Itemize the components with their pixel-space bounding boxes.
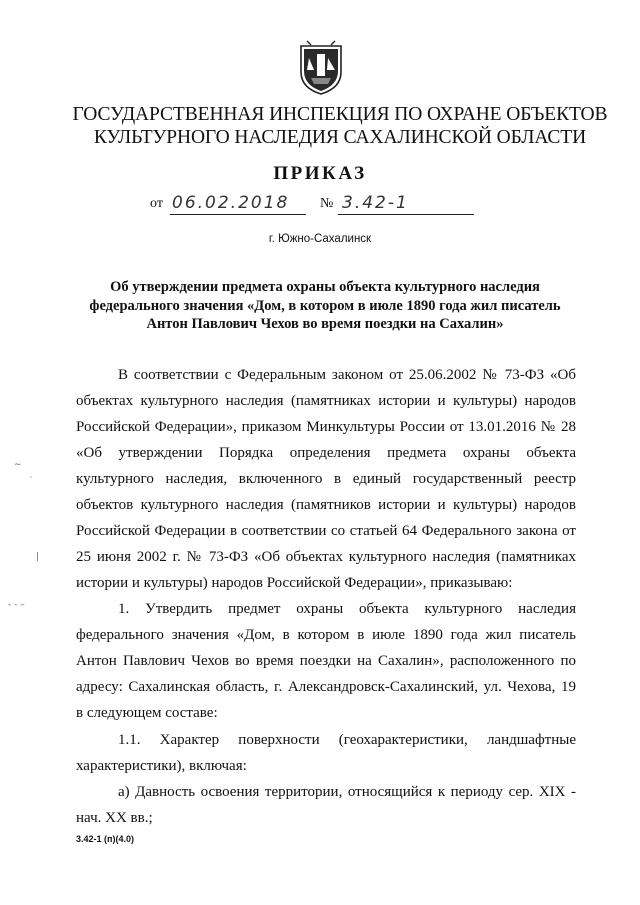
body-line: а) Давность освоения территории, относящийся к периоду сер. XIX - — [118, 784, 576, 800]
subject-line1: Об утверждении предмета охраны объекта культурного наследия — [110, 279, 540, 295]
document-code: 3.42-1 (п)(4.0) — [76, 834, 134, 844]
date-underline — [170, 214, 306, 215]
number-value: 3.42-1 — [342, 193, 409, 213]
body-line: Российской Федерации», приказом Минкультуры России от 13.01.2016 № 28 — [76, 419, 576, 435]
body-line: 1. Утвердить предмет охраны объекта культурного наследия — [118, 601, 576, 617]
scan-artifact: ∼ — [14, 460, 22, 470]
body-line: федерального значения «Дом, в котором в июле 1890 года жил писатель — [76, 627, 576, 643]
scan-artifact: - - – — [8, 600, 25, 610]
body-line: 25 июня 2002 г. № 73-ФЗ «Об объектах культурного наследия (памятниках — [76, 549, 576, 565]
scan-artifact: | — [36, 552, 40, 562]
body-line: Антон Павлович Чехов во время поездки на Сахалин», расположенного по — [76, 653, 576, 669]
subject-line3: Антон Павлович Чехов во время поездки на Сахалин» — [146, 316, 504, 332]
city: г. Южно-Сахалинск — [268, 233, 372, 245]
body-line: «Об утверждении Порядка определения предмета охраны объекта — [76, 445, 576, 461]
number-prefix: № — [320, 196, 334, 211]
body-line: нач. XX вв.; — [76, 810, 153, 826]
body-line: Российской Федерации в соответствии со статьей 64 Федерального закона от — [76, 523, 576, 539]
body-line: объектов культурного наследия (памятников истории и культуры) народов — [76, 497, 576, 513]
org-name-line2: КУЛЬТУРНОГО НАСЛЕДИЯ САХАЛИНСКОЙ ОБЛАСТИ — [93, 127, 587, 148]
body-line: объектах культурного наследия (памятниках истории и культуры) народов — [76, 393, 576, 409]
date-value: 06.02.2018 — [172, 193, 290, 213]
date-prefix: от — [150, 196, 163, 211]
subject-line2: федерального значения «Дом, в котором в июле 1890 года жил писатель — [89, 298, 561, 314]
body-line: В соответствии с Федеральным законом от 25.06.2002 № 73-ФЗ «Об — [118, 367, 576, 383]
body-line: 1.1. Характер поверхности (геохарактеристики, ландшафтные — [118, 732, 576, 748]
body-line: истории и культуры) народов Российской Федерации», приказываю: — [76, 575, 513, 591]
body-line: характеристики), включая: — [76, 758, 247, 774]
body-line: в следующем составе: — [76, 705, 218, 721]
number-underline — [338, 214, 474, 215]
document-title: ПРИКАЗ — [273, 163, 367, 184]
sakhalin-coat-of-arms-icon — [297, 40, 345, 96]
scan-artifact: ′ — [30, 476, 33, 486]
org-name-line1: ГОСУДАРСТВЕННАЯ ИНСПЕКЦИЯ ПО ОХРАНЕ ОБЪЕКТОВ — [72, 104, 608, 125]
body-line: адресу: Сахалинская область, г. Александровск-Сахалинский, ул. Чехова, 19 — [76, 679, 576, 695]
body-line: культурного наследия, включенного в единый государственный реестр — [76, 471, 576, 487]
